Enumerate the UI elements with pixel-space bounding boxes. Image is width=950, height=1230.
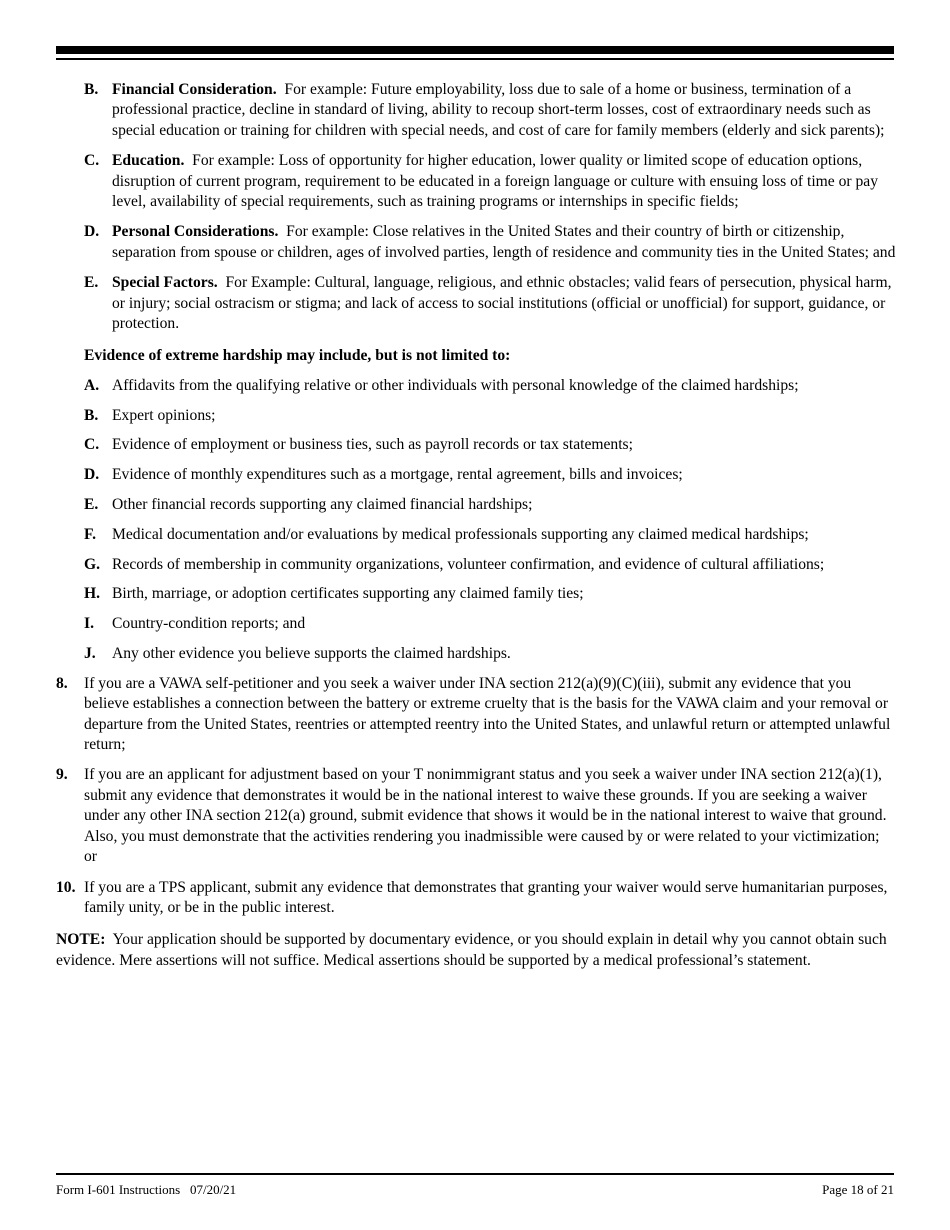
evidence-heading: Evidence of extreme hardship may include, but is not limited to: [84, 347, 511, 365]
item-number: 8. [56, 674, 68, 692]
item-text: For example: Future employability, loss due to sale of a home or business, termination of a professional practice, decline in standard of living, ability to recoup short-term losses, cost of extraordinary needs such as special education or training for children with special needs, and cost of care for family members (elderly and sick parents); [112, 81, 885, 139]
item-letter: D. [84, 466, 100, 484]
numbered-item-9 [56, 765, 896, 867]
item-letter: C. [84, 436, 100, 454]
evidence-item [56, 376, 896, 396]
factor-item-education [56, 151, 896, 212]
item-text: Other financial records supporting any claimed financial hardships; [112, 496, 533, 514]
item-letter: D. [84, 223, 100, 241]
item-letter: A. [84, 376, 100, 394]
numbered-item-8 [56, 674, 896, 756]
item-title: Financial Consideration. [112, 81, 277, 98]
item-text: Any other evidence you believe supports the claimed hardships. [112, 645, 511, 663]
item-text: Evidence of employment or business ties, such as payroll records or tax statements; [112, 436, 633, 454]
footer-form-id: Form I-601 Instructions 07/20/21 [56, 1182, 237, 1197]
item-text: For Example: Cultural, language, religious, and ethnic obstacles; valid fears of persecution, physical harm, or injury; social ostracism or stigma; and lack of access to social institutions (official or unofficial) for support, guidance, or protection. [112, 274, 892, 333]
evidence-item [56, 495, 896, 515]
item-text: Records of membership in community organizations, volunteer confirmation, and evidence of cultural affiliations; [112, 555, 825, 573]
factor-item-personal [56, 222, 896, 263]
evidence-item [56, 614, 896, 634]
note-label: NOTE: [56, 931, 106, 949]
item-letter: F. [84, 525, 96, 543]
item-number: 10. [56, 878, 76, 896]
item-text: Country-condition reports; and [112, 615, 306, 633]
item-letter: G. [84, 555, 101, 573]
header-rule-thin [56, 58, 894, 60]
item-title: Personal Considerations. [112, 223, 279, 241]
item-text: For example: Loss of opportunity for higher education, lower quality or limited scope of education options, disruption of current program, requirement to be educated in a foreign language or culture with ensuing loss of time or pay level, availability of special requirements, such as training programs or internships in specific fields; [112, 152, 879, 211]
item-letter: J. [84, 645, 96, 663]
factor-item-financial [56, 80, 896, 141]
evidence-item [56, 435, 896, 455]
item-letter: C. [84, 152, 100, 170]
footer-rule [56, 1173, 894, 1175]
evidence-item [56, 555, 896, 575]
footer-page-number: Page 18 of 21 [822, 1182, 894, 1197]
item-letter: H. [84, 585, 101, 603]
item-letter: B. [84, 406, 99, 424]
evidence-item [56, 525, 896, 545]
item-text: For example: Close relatives in the United States and their country of birth or citizenship, separation from spouse or children, ages of involved parties, length of residence and community ties in the United States; and [112, 223, 896, 261]
item-text: Affidavits from the qualifying relative or other individuals with personal knowledge of the claimed hardships; [112, 376, 799, 394]
item-number: 9. [56, 766, 68, 784]
evidence-item [56, 644, 896, 664]
item-text: Medical documentation and/or evaluations by medical professionals supporting any claimed medical hardships; [112, 525, 809, 543]
evidence-item [56, 406, 896, 426]
item-letter: E. [84, 496, 99, 514]
page-content [56, 80, 896, 971]
item-title: Special Factors. [112, 274, 218, 292]
evidence-item [56, 584, 896, 604]
item-title: Education. [112, 152, 185, 170]
note-text: Your application should be supported by documentary evidence, or you should explain in detail why you cannot obtain such evidence. Mere assertions will not suffice. Medical assertions should be supported by a medical professional’s statement. [56, 931, 887, 969]
item-text: Birth, marriage, or adoption certificates supporting any claimed family ties; [112, 585, 584, 603]
item-letter: B. [84, 81, 99, 98]
header-rule-thick [56, 46, 894, 54]
item-text: If you are a TPS applicant, submit any evidence that demonstrates that granting your waiver would serve humanitarian purposes, family unity, or be in the public interest. [84, 878, 888, 916]
item-text: Expert opinions; [112, 406, 216, 424]
item-letter: I. [84, 615, 94, 633]
evidence-item [56, 465, 896, 485]
item-letter: E. [84, 274, 99, 292]
item-text: Evidence of monthly expenditures such as a mortgage, rental agreement, bills and invoices; [112, 466, 683, 484]
numbered-item-10 [56, 878, 896, 919]
note-paragraph [56, 930, 896, 971]
factor-item-special [56, 273, 896, 334]
item-text: If you are an applicant for adjustment based on your T nonimmigrant status and you seek a waiver under INA section 212(a)(1), submit any evidence that demonstrates it would be in the national interest to waive these grounds. If you are seeking a waiver under any other INA section 212(a) ground, submit evidence that shows it would be in the national interest to waive that ground. Also, you must demonstrate that the activities rendering you inadmissible were caused by or were related to your victimization; or [84, 766, 887, 866]
item-text: If you are a VAWA self-petitioner and you seek a waiver under INA section 212(a)(9)(C)(iii), submit any evidence that you believe establishes a connection between the battery or extreme cruelty that is the basis for the VAWA claim and your removal or departure from the United States, reentries or attempted reentry into the United States, and unlawful return or attempted unlawful return; [84, 674, 891, 754]
